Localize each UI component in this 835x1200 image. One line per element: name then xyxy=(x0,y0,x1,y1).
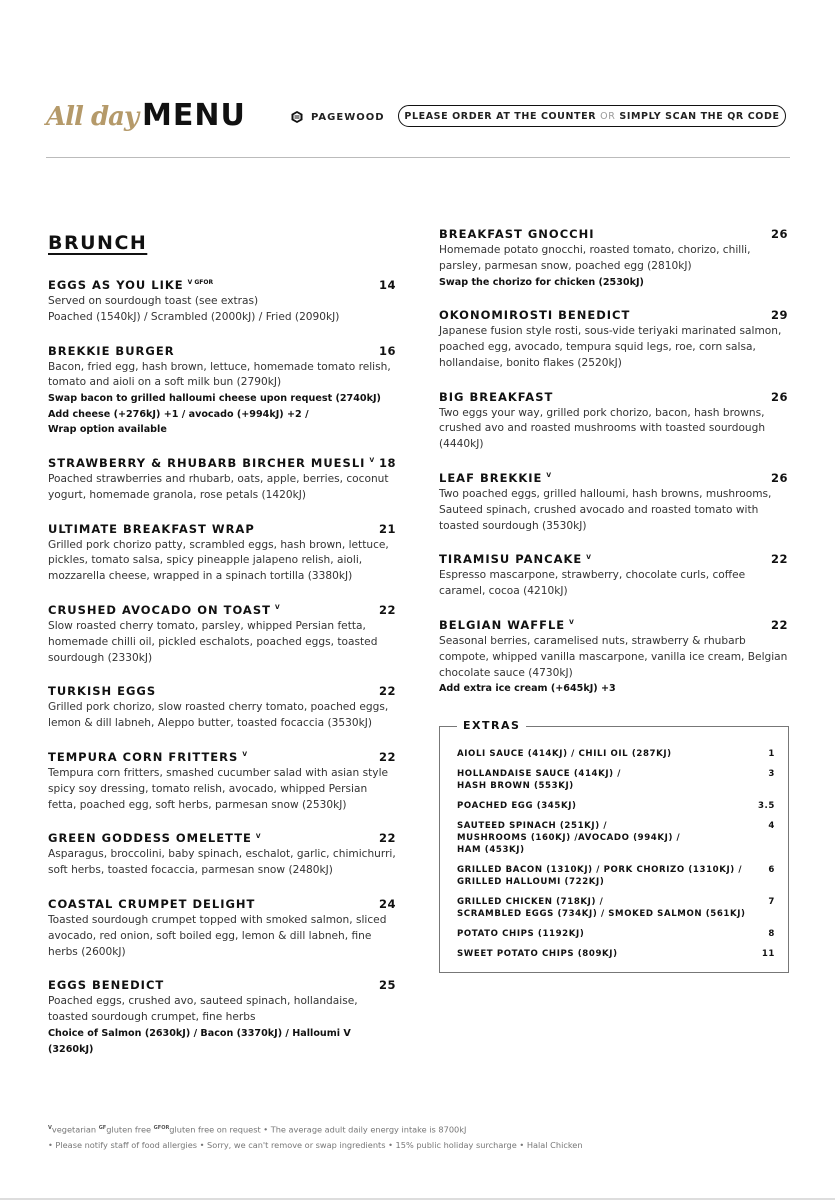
brunch-item-list xyxy=(48,278,396,1057)
dietary-tag: V xyxy=(242,751,247,759)
menu-item-description: Served on sourdough toast (see extras) Poached (1540kJ) / Scrambled (2000kJ) / Fried (2090kJ) xyxy=(48,295,340,323)
menu-item-description: Espresso mascarpone, strawberry, chocolate curls, coffee caramel, cocoa (4210kJ) xyxy=(439,569,746,598)
menu-item-price: 24 xyxy=(378,896,396,911)
menu-item-name: TEMPURA CORN FRITTERS xyxy=(48,749,239,764)
menu-item-name: COASTAL CRUMPET DELIGHT xyxy=(48,896,256,911)
menu-item-name: BIG BREAKFAST xyxy=(439,389,554,404)
menu-item-title-wrap xyxy=(439,618,574,632)
menu-item xyxy=(48,278,396,326)
menu-item-title-wrap xyxy=(439,390,553,404)
dietary-tag: V xyxy=(546,472,552,480)
menu-item-price: 14 xyxy=(378,278,396,292)
order-instructions-pill xyxy=(398,105,786,127)
extras-item-label: SAUTEED SPINACH (251KJ) / MUSHROOMS (160KJ) /AVOCADO (994KJ) / HAM (453KJ) xyxy=(457,821,681,855)
extras-item-label: SWEET POTATO CHIPS (809KJ) xyxy=(457,949,618,959)
menu-item-price: 18 xyxy=(378,455,396,470)
extras-item xyxy=(457,800,775,812)
menu-item-description: Poached strawberries and rhubarb, oats, apple, berries, coconut yogurt, homemade granola, rose petals (1420kJ) xyxy=(48,472,389,501)
menu-item-title-wrap xyxy=(48,750,247,764)
footer-v-text: vegetarian xyxy=(51,1124,97,1135)
footer-gfor-text: gluten free on request • The average adult daily energy intake is 8700kJ xyxy=(169,1124,467,1135)
menu-item-description: Homemade potato gnocchi, roasted tomato, chorizo, chilli, parsley, parmesan snow, poached egg (2810kJ) xyxy=(439,244,751,272)
menu-item-name: BREAKFAST GNOCCHI xyxy=(439,227,595,241)
menu-item xyxy=(439,618,788,697)
extras-item-price: 11 xyxy=(761,949,775,959)
menu-item xyxy=(439,308,788,371)
footer-v-mark: V xyxy=(48,1125,52,1131)
dietary-tag: V xyxy=(369,457,375,465)
menu-item-header xyxy=(48,831,396,845)
menu-item-name: STRAWBERRY & RHUBARB BIRCHER MUESLI xyxy=(48,455,366,470)
menu-item-header xyxy=(439,308,788,322)
extras-item-price: 6 xyxy=(768,865,775,875)
brunch-column xyxy=(48,232,396,1075)
menu-item-name: EGGS BENEDICT xyxy=(48,978,165,993)
right-item-list xyxy=(439,227,788,697)
extras-item-price: 4 xyxy=(768,821,775,831)
menu-item-name: EGGS AS YOU LIKE xyxy=(48,278,184,292)
extras-item-label: GRILLED CHICKEN (718KJ) / SCRAMBLED EGGS (734KJ) / SMOKED SALMON (561KJ) xyxy=(457,897,746,919)
footer-line-2: • Please notify staff of food allergies • Sorry, we can't remove or swap ingredients • 15% public holiday surcharge • Halal Chicken xyxy=(48,1139,583,1150)
menu-item-title-wrap xyxy=(48,831,261,845)
menu-item-description: Grilled pork chorizo patty, scrambled eggs, hash brown, lettuce, pickles, tomato salsa, spicy pineapple jalapeno relish, aioli, mozzarella cheese, wrapped in a spinach tortilla (3380kJ) xyxy=(48,538,389,583)
menu-item-title-wrap xyxy=(439,227,594,241)
menu-item-title-wrap xyxy=(48,978,164,992)
menu-item-description: Slow roasted cherry tomato, parsley, whipped Persian fetta, homemade chilli oil, pickled eschalots, poached eggs, toasted sourdough (2330kJ) xyxy=(48,619,378,664)
extras-item-price: 8 xyxy=(768,929,775,939)
extras-item xyxy=(457,896,775,920)
dietary-tag: V xyxy=(569,619,574,627)
menu-item-description: Toasted sourdough crumpet topped with smoked salmon, sliced avocado, red onion, soft boiled egg, lemon & dill labneh, fine herbs (2600kJ) xyxy=(48,913,387,958)
menu-item-description: Two eggs your way, grilled pork chorizo, bacon, hash browns, crushed avo and roasted mushrooms with toasted sourdough (4440kJ) xyxy=(439,406,766,451)
extras-item-label: POTATO CHIPS (1192KJ) xyxy=(457,929,585,939)
menu-item-header xyxy=(48,522,396,536)
menu-item-price: 29 xyxy=(770,308,788,323)
menu-item-name: TIRAMISU PANCAKE xyxy=(439,552,583,567)
menu-item-price: 25 xyxy=(378,978,396,993)
extras-item xyxy=(457,928,775,940)
extras-item xyxy=(457,948,775,960)
menu-item xyxy=(48,897,396,960)
extras-item-price: 3.5 xyxy=(757,801,775,811)
extras-item-price: 7 xyxy=(768,897,775,907)
menu-item-header xyxy=(48,897,396,911)
menu-item-description: Japanese fusion style rosti, sous-vide teriyaki marinated salmon, poached egg, avocado, tempura squid legs, roe, corn salsa, hollandaise, bonito flakes (2520kJ) xyxy=(439,325,782,369)
menu-item-description: Tempura corn fritters, smashed cucumber salad with asian style spicy soy dressing, tomato relish, avocado, whipped Persian fetta, poached egg, soft herbs, parmesan snow (2530kJ) xyxy=(48,766,389,811)
footer-notes xyxy=(48,1121,788,1153)
menu-item-header xyxy=(48,278,396,292)
extras-item-price: 1 xyxy=(768,749,775,759)
menu-item-header xyxy=(439,390,788,404)
menu-item-price: 22 xyxy=(378,602,396,617)
menu-item-description: Grilled pork chorizo, slow roasted cherry tomato, poached eggs, lemon & dill labneh, Aleppo butter, toasted focaccia (3530kJ) xyxy=(48,701,389,730)
menu-item-header xyxy=(439,227,788,241)
menu-header xyxy=(46,96,790,136)
menu-item-header xyxy=(48,456,396,470)
menu-item-price: 16 xyxy=(378,343,396,358)
menu-item-price: 22 xyxy=(378,749,396,764)
menu-item xyxy=(48,344,396,438)
dietary-tag: V xyxy=(255,832,261,840)
extras-list xyxy=(457,748,775,968)
extras-item-label: HOLLANDAISE SAUCE (414KJ) / HASH BROWN (553KJ) xyxy=(457,769,622,791)
dietary-tag: V GFOR xyxy=(187,279,214,287)
extras-item xyxy=(457,768,775,792)
menu-item-description: Bacon, fried egg, hash brown, lettuce, homemade tomato relish, tomato and aioli on a soft milk bun (2790kJ) xyxy=(48,360,391,389)
header-divider xyxy=(46,157,790,158)
store-logo-icon xyxy=(290,110,304,124)
store-location xyxy=(290,110,385,124)
section-title-brunch: BRUNCH xyxy=(48,232,148,254)
menu-item-title-wrap xyxy=(48,603,280,617)
menu-item-price: 26 xyxy=(770,470,788,485)
menu-item xyxy=(48,831,396,879)
menu-item-price: 21 xyxy=(378,521,396,536)
menu-item-name: ULTIMATE BREAKFAST WRAP xyxy=(48,521,255,536)
menu-item xyxy=(48,603,396,666)
dietary-tag: V xyxy=(274,604,280,612)
footer-gf-text: gluten free xyxy=(106,1124,152,1135)
order-text-counter: PLEASE ORDER AT THE COUNTER xyxy=(404,110,597,122)
logo-menu: MENU xyxy=(142,98,246,133)
menu-item-name: GREEN GODDESS OMELETTE xyxy=(48,831,252,846)
menu-item-name: TURKISH EGGS xyxy=(48,684,157,699)
menu-item-name: CRUSHED AVOCADO ON TOAST xyxy=(48,602,271,617)
menu-item-header xyxy=(48,344,396,358)
menu-item xyxy=(439,552,788,600)
menu-item-name: BREKKIE BURGER xyxy=(48,343,175,358)
menu-item-name: OKONOMIROSTI BENEDICT xyxy=(439,308,631,323)
menu-item-price: 22 xyxy=(378,684,396,699)
menu-item-header xyxy=(439,618,788,632)
menu-item xyxy=(48,978,396,1057)
menu-item xyxy=(48,684,396,732)
menu-item-description: Poached eggs, crushed avo, sauteed spinach, hollandaise, toasted sourdough crumpet, fine herbs xyxy=(48,995,358,1024)
menu-item-name: BELGIAN WAFFLE xyxy=(439,617,566,632)
menu-item-note: Swap the chorizo for chicken (2530kJ) xyxy=(439,276,644,288)
right-column xyxy=(439,227,788,715)
footer-gf-mark: GF xyxy=(98,1125,107,1131)
menu-item-price: 22 xyxy=(378,831,396,846)
menu-item xyxy=(439,390,788,453)
menu-item xyxy=(48,456,396,504)
menu-item-note: Add extra ice cream (+645kJ) +3 xyxy=(439,683,616,695)
menu-item-header xyxy=(48,684,396,698)
menu-item-title-wrap xyxy=(439,552,591,566)
menu-item-header xyxy=(48,603,396,617)
menu-item-title-wrap xyxy=(48,522,255,536)
footer-line-1 xyxy=(48,1121,788,1138)
menu-item-price: 26 xyxy=(770,227,788,241)
menu-item-title-wrap xyxy=(439,471,551,485)
menu-item-title-wrap xyxy=(48,456,374,470)
menu-item xyxy=(439,471,788,534)
menu-item-header xyxy=(48,750,396,764)
menu-item-description: Two poached eggs, grilled halloumi, hash browns, mushrooms, Sauteed spinach, crushed avocado and roasted tomato with toasted sourdough (3530kJ) xyxy=(439,487,772,532)
extras-item xyxy=(457,820,775,856)
menu-item-header xyxy=(48,978,396,992)
extras-title: EXTRAS xyxy=(457,719,526,732)
menu-item xyxy=(48,522,396,585)
menu-item-header xyxy=(439,471,788,485)
menu-item-title-wrap xyxy=(48,684,156,698)
extras-item xyxy=(457,748,775,760)
menu-item-price: 22 xyxy=(770,617,788,632)
menu-item-price: 26 xyxy=(770,389,788,404)
menu-item-price: 22 xyxy=(770,552,788,567)
extras-item-label: GRILLED BACON (1310KJ) / PORK CHORIZO (1310KJ) / GRILLED HALLOUMI (722KJ) xyxy=(457,865,743,887)
order-text-or: OR xyxy=(600,110,616,122)
menu-item-note: Choice of Salmon (2630kJ) / Bacon (3370kJ) / Halloumi V (3260kJ) xyxy=(48,1027,351,1055)
menu-item-title-wrap xyxy=(48,897,255,911)
menu-item-description: Seasonal berries, caramelised nuts, strawberry & rhubarb compote, whipped vanilla mascarpone, vanilla ice cream, Belgian chocolate sauce (4730kJ) xyxy=(439,634,788,679)
store-name: PAGEWOOD xyxy=(311,111,385,123)
menu-item-title-wrap xyxy=(48,344,175,358)
menu-item-name: LEAF BREKKIE xyxy=(439,470,543,485)
menu-item-note: Swap bacon to grilled halloumi cheese upon request (2740kJ) Add cheese (+276kJ) +1 / avocado (+994kJ) +2 / Wrap option available xyxy=(48,393,381,436)
footer-gfor-mark: GFOR xyxy=(153,1125,170,1131)
menu-item-description: Asparagus, broccolini, baby spinach, eschalot, garlic, chimichurri, soft herbs, toasted focaccia, parmesan snow (2480kJ) xyxy=(48,848,396,877)
extras-item xyxy=(457,864,775,888)
dietary-tag: V xyxy=(586,553,591,561)
extras-item-label: AIOLI SAUCE (414KJ) / CHILI OIL (287KJ) xyxy=(457,749,672,759)
logo-script: All day xyxy=(46,102,139,132)
extras-item-price: 3 xyxy=(768,769,775,779)
order-text-qr: SIMPLY SCAN THE QR CODE xyxy=(619,110,780,122)
menu-item-header xyxy=(439,552,788,566)
menu-item xyxy=(439,227,788,290)
extras-item-label: POACHED EGG (345KJ) xyxy=(457,801,577,811)
menu-item-title-wrap xyxy=(48,278,213,292)
menu-item-title-wrap xyxy=(439,308,630,322)
menu-item xyxy=(48,750,396,813)
